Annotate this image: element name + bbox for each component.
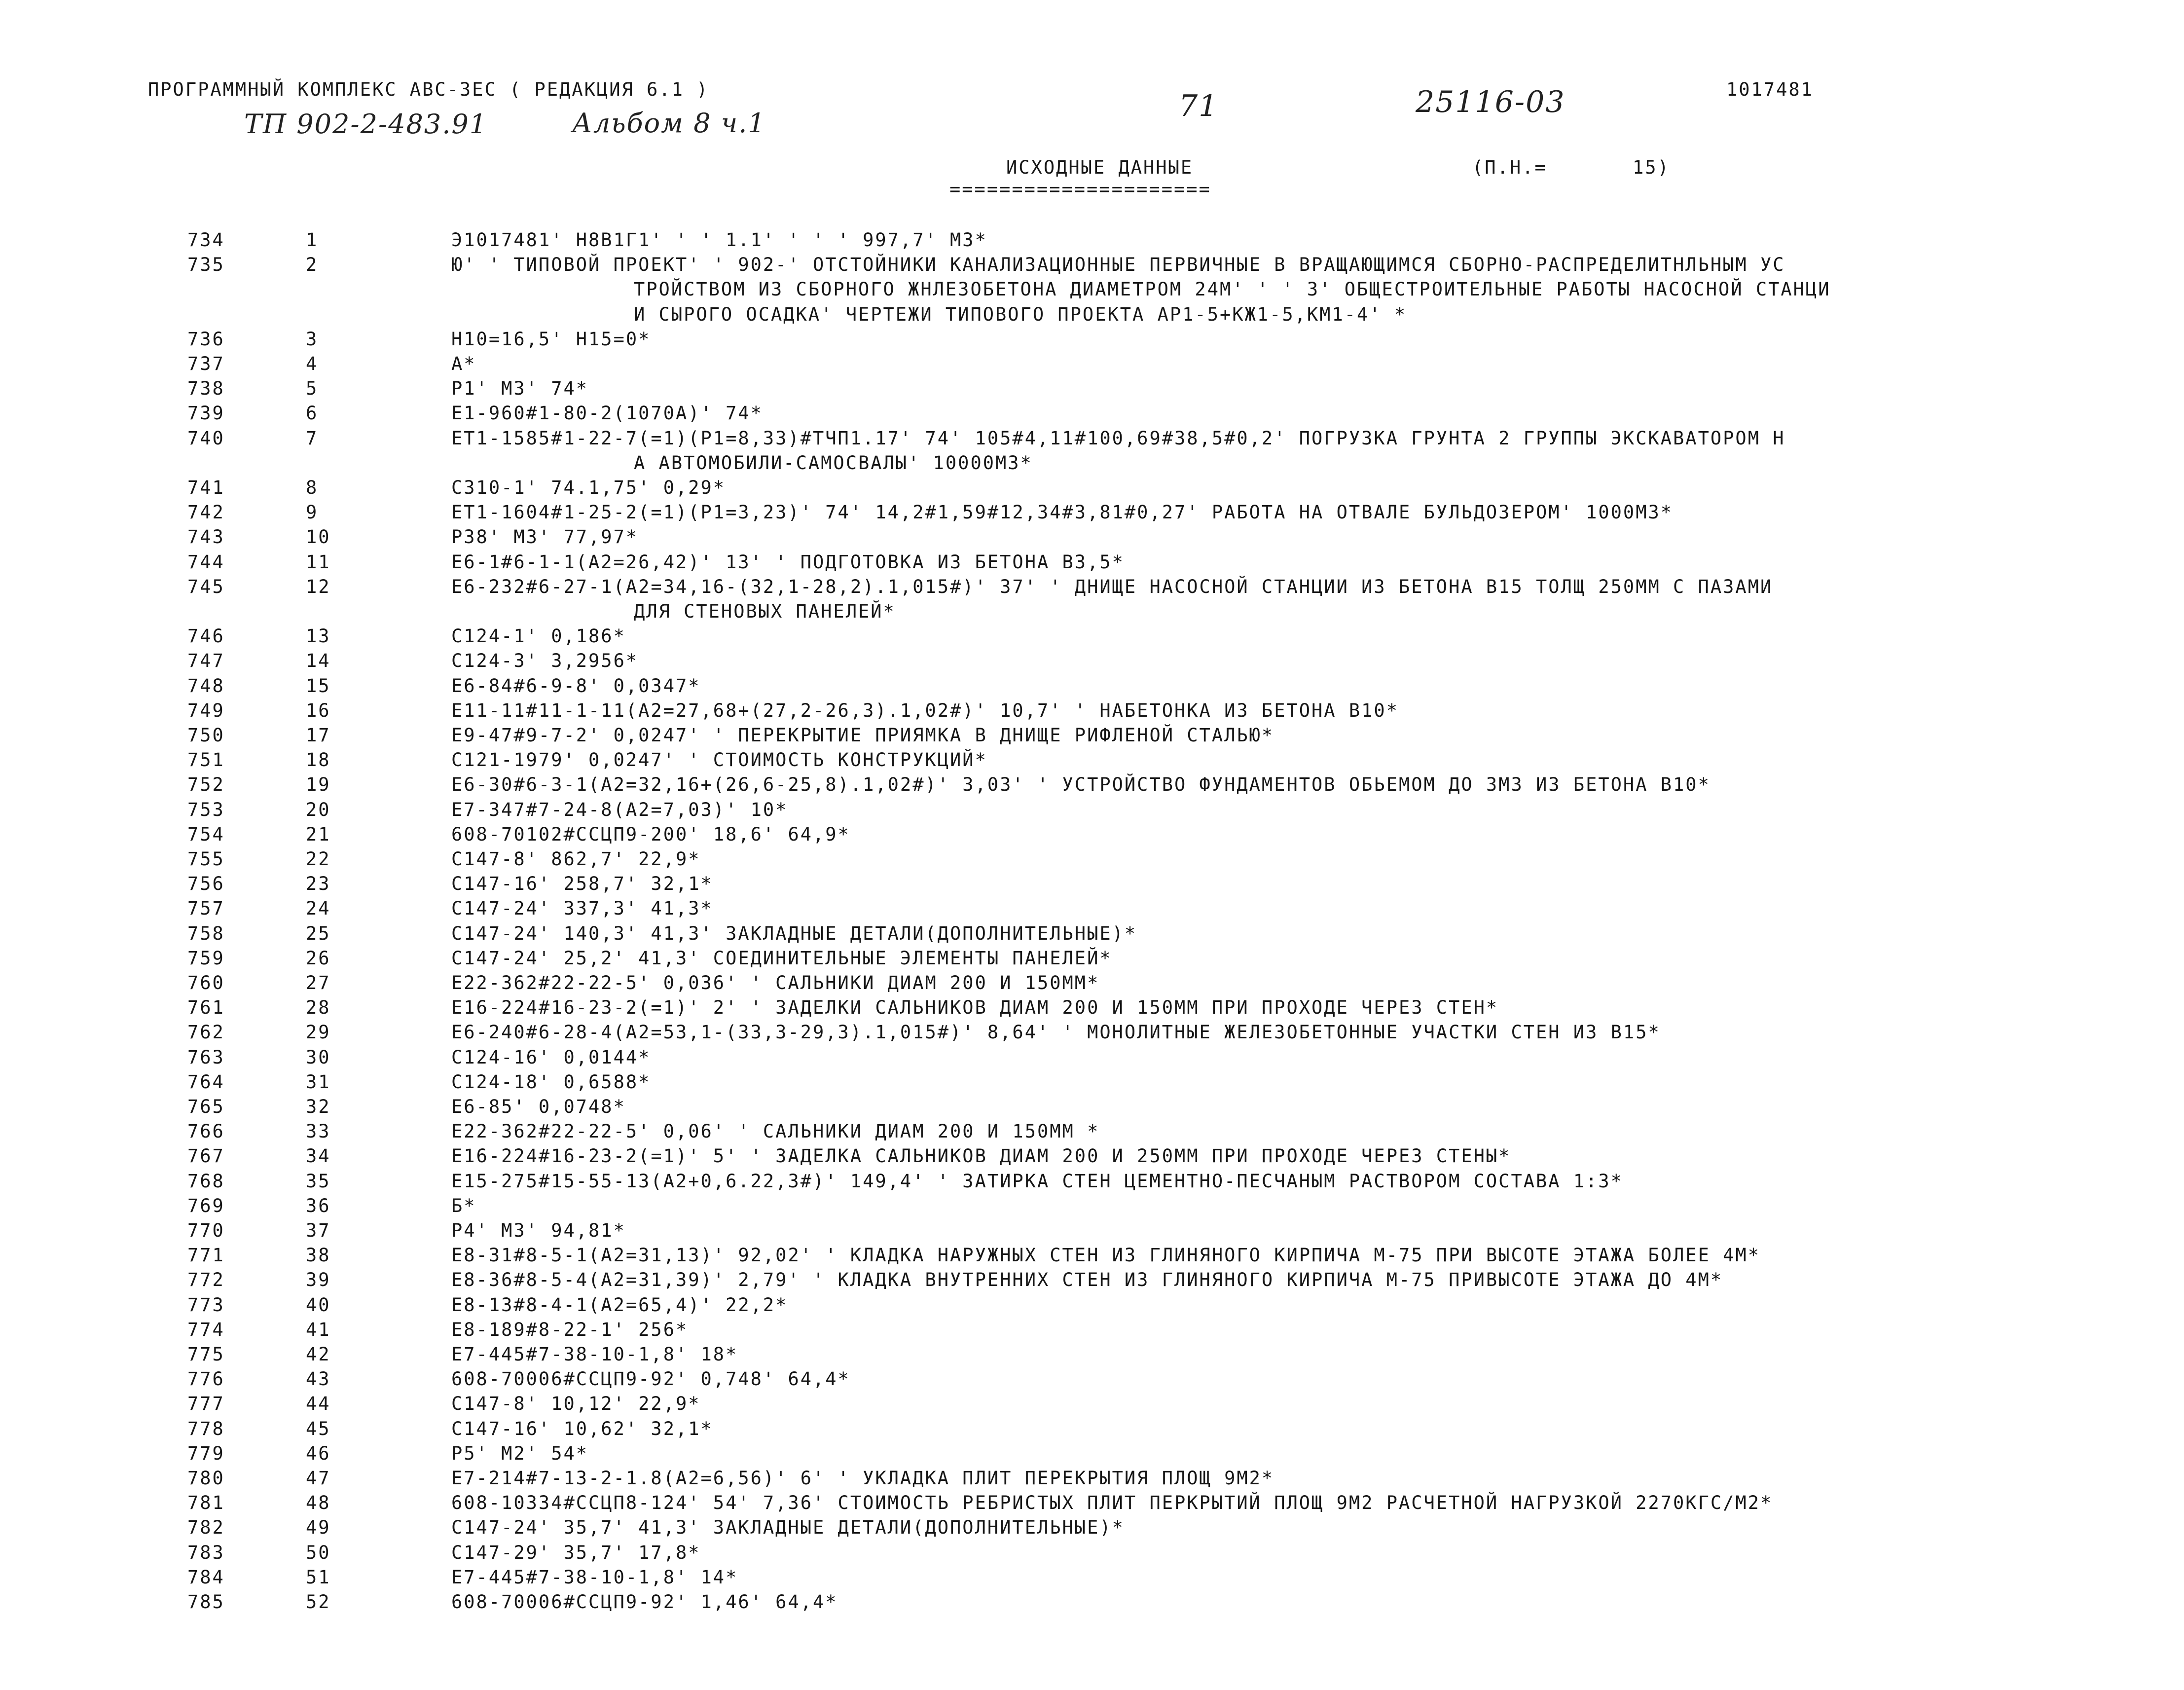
line-number: 770 — [187, 1220, 225, 1241]
sequence-number: 30 — [306, 1046, 331, 1068]
listing-row — [0, 1220, 2184, 1245]
listing-row — [0, 824, 2184, 848]
sequence-number: 44 — [306, 1393, 331, 1415]
sequence-number: 24 — [306, 898, 331, 919]
record-text-continuation: ДЛЯ СТЕНОВЫХ ПАНЕЛЕЙ* — [634, 601, 896, 622]
handwritten-sheet-number: 71 — [1179, 89, 1219, 123]
line-number: 781 — [187, 1492, 225, 1514]
handwritten-tp-number: ТП 902-2-483.91 — [244, 109, 488, 140]
sequence-number: 28 — [306, 997, 331, 1019]
listing-row — [0, 526, 2184, 551]
sequence-number: 4 — [306, 353, 319, 374]
listing-row — [0, 1368, 2184, 1393]
line-number: 784 — [187, 1566, 225, 1588]
sequence-number: 26 — [306, 947, 331, 969]
listing-row — [0, 254, 2184, 279]
line-number: 734 — [187, 229, 225, 251]
record-text: Б* — [451, 1195, 476, 1216]
line-number: 743 — [187, 526, 225, 548]
sequence-number: 41 — [306, 1319, 331, 1340]
listing-row — [0, 675, 2184, 700]
record-text: Ю' ' ТИПОВОЙ ПРОЕКТ' ' 902-' ОТСТОЙНИКИ КАНАЛИЗАЦИОННЫЕ ПЕРВИЧНЫЕ В ВРАЩАЮЩИМСЯ СБОРНО-РАСПРЕДЕЛИТНЛЬНЫМ УС — [451, 254, 1785, 276]
sequence-number: 5 — [306, 378, 319, 400]
sequence-number: 38 — [306, 1245, 331, 1266]
sequence-number: 16 — [306, 699, 331, 721]
line-number: 735 — [187, 254, 225, 276]
record-text-continuation: И СЫРОГО ОСАДКА' ЧЕРТЕЖИ ТИПОВОГО ПРОЕКТА АР1-5+КЖ1-5,КМ1-4' * — [634, 303, 1407, 325]
record-text: Е6-240#6-28-4(А2=53,1-(33,3-29,3).1,015#)' 8,64' ' МОНОЛИТНЫЕ ЖЕЛЕЗОБЕТОННЫЕ УЧАСТКИ СТЕН ИЗ В15* — [451, 1022, 1661, 1043]
record-text: С147-16' 10,62' 32,1* — [451, 1418, 713, 1439]
page-number-value: 15) — [1633, 157, 1670, 178]
line-number: 773 — [187, 1294, 225, 1316]
line-number: 754 — [187, 823, 225, 845]
line-number: 736 — [187, 328, 225, 350]
sequence-number: 48 — [306, 1492, 331, 1514]
listing-row — [0, 1517, 2184, 1542]
sequence-number: 2 — [306, 254, 319, 276]
listing-row — [0, 1443, 2184, 1468]
sequence-number: 49 — [306, 1517, 331, 1539]
sequence-number: 14 — [306, 650, 331, 672]
record-text: Е1-960#1-80-2(1070А)' 74* — [451, 403, 763, 424]
line-number: 780 — [187, 1468, 225, 1489]
line-number: 779 — [187, 1442, 225, 1464]
line-number: 756 — [187, 873, 225, 895]
listing-row — [0, 1195, 2184, 1220]
listing-row-continuation — [0, 304, 2184, 329]
listing-row — [0, 378, 2184, 403]
listing-row — [0, 403, 2184, 427]
record-text: 608-70102#ССЦП9-200' 18,6' 64,9* — [451, 823, 850, 845]
record-text: С147-24' 337,3' 41,3* — [451, 898, 713, 919]
record-text: Е11-11#11-1-11(А2=27,68+(27,2-26,3).1,02#)' 10,7' ' НАБЕТОНКА ИЗ БЕТОНА В10* — [451, 699, 1399, 721]
listing-row — [0, 576, 2184, 601]
record-text: Е6-1#6-1-1(А2=26,42)' 13' ' ПОДГОТОВКА ИЗ БЕТОНА В3,5* — [451, 551, 1125, 573]
sequence-number: 39 — [306, 1269, 331, 1291]
listing-row-continuation — [0, 601, 2184, 625]
line-number: 749 — [187, 699, 225, 721]
record-text-continuation: А АВТОМОБИЛИ-САМОСВАЛЫ' 10000М3* — [634, 452, 1033, 474]
line-number: 785 — [187, 1591, 225, 1613]
sequence-number: 33 — [306, 1121, 331, 1142]
record-text: 608-70006#ССЦП9-92' 1,46' 64,4* — [451, 1591, 838, 1613]
record-text: Е7-214#7-13-2-1.8(А2=6,56)' 6' ' УКЛАДКА ПЛИТ ПЕРЕКРЫТИЯ ПЛОЩ 9М2* — [451, 1468, 1274, 1489]
listing-row — [0, 848, 2184, 873]
record-text: Е7-347#7-24-8(А2=7,03)' 10* — [451, 799, 788, 820]
listing-row — [0, 502, 2184, 526]
line-number: 772 — [187, 1269, 225, 1291]
record-text: Р4' М3' 94,81* — [451, 1220, 626, 1241]
line-number: 761 — [187, 997, 225, 1019]
sequence-number: 22 — [306, 848, 331, 870]
sequence-number: 6 — [306, 403, 319, 424]
listing-row — [0, 1171, 2184, 1195]
line-number: 768 — [187, 1170, 225, 1192]
line-number: 774 — [187, 1319, 225, 1340]
document-number: 1017481 — [1726, 79, 1814, 100]
record-text: С310-1' 74.1,75' 0,29* — [451, 477, 726, 498]
record-text: С121-1979' 0,0247' ' СТОИМОСТЬ КОНСТРУКЦИЙ* — [451, 749, 987, 771]
sequence-number: 51 — [306, 1566, 331, 1588]
listing-row — [0, 477, 2184, 502]
section-title-underline: ===================== — [949, 179, 1211, 200]
record-text: Р5' М2' 54* — [451, 1442, 589, 1464]
line-number: 751 — [187, 749, 225, 771]
sequence-number: 11 — [306, 551, 331, 573]
listing-row — [0, 1047, 2184, 1071]
listing-row — [0, 353, 2184, 378]
listing-row — [0, 1319, 2184, 1344]
listing-row-continuation — [0, 452, 2184, 477]
listing-row — [0, 428, 2184, 452]
listing-row — [0, 1591, 2184, 1616]
line-number: 766 — [187, 1121, 225, 1142]
line-number: 747 — [187, 650, 225, 672]
handwritten-album: Альбом 8 ч.1 — [572, 108, 766, 139]
listing-row — [0, 725, 2184, 749]
record-text: Е22-362#22-22-5' 0,036' ' САЛЬНИКИ ДИАМ 200 И 150ММ* — [451, 972, 1100, 993]
sequence-number: 20 — [306, 799, 331, 820]
sequence-number: 12 — [306, 576, 331, 597]
listing-row — [0, 625, 2184, 650]
sequence-number: 10 — [306, 526, 331, 548]
sequence-number: 18 — [306, 749, 331, 771]
line-number: 739 — [187, 403, 225, 424]
listing-row — [0, 972, 2184, 997]
line-number: 767 — [187, 1145, 225, 1167]
line-number: 763 — [187, 1046, 225, 1068]
sequence-number: 17 — [306, 725, 331, 746]
sequence-number: 29 — [306, 1022, 331, 1043]
sequence-number: 27 — [306, 972, 331, 993]
line-number: 745 — [187, 576, 225, 597]
line-number: 783 — [187, 1542, 225, 1563]
listing-row — [0, 1393, 2184, 1418]
record-text: С147-24' 140,3' 41,3' ЗАКЛАДНЫЕ ДЕТАЛИ(ДОПОЛНИТЕЛЬНЫЕ)* — [451, 922, 1137, 944]
record-text: С124-3' 3,2956* — [451, 650, 639, 672]
listing-row — [0, 799, 2184, 824]
line-number: 764 — [187, 1071, 225, 1093]
listing-row — [0, 1121, 2184, 1145]
sequence-number: 42 — [306, 1344, 331, 1365]
line-number: 757 — [187, 898, 225, 919]
line-number: 775 — [187, 1344, 225, 1365]
record-text: Е6-30#6-3-1(А2=32,16+(26,6-25,8).1,02#)' 3,03' ' УСТРОЙСТВО ФУНДАМЕНТОВ ОБЬЕМОМ ДО 3М3 ИЗ БЕТОНА В10* — [451, 774, 1711, 796]
page-number-label: (П.Н.= — [1472, 157, 1547, 178]
line-number: 777 — [187, 1393, 225, 1415]
listing-row — [0, 329, 2184, 353]
listing-row — [0, 1542, 2184, 1567]
sequence-number: 15 — [306, 675, 331, 697]
listing-row — [0, 1418, 2184, 1443]
record-text: Р1' М3' 74* — [451, 378, 589, 400]
record-text: Е8-31#8-5-1(А2=31,13)' 92,02' ' КЛАДКА НАРУЖНЫХ СТЕН ИЗ ГЛИНЯНОГО КИРПИЧА М-75 ПРИ ВЫСОТЕ ЭТАЖА БОЛЕЕ 4М* — [451, 1245, 1760, 1266]
listing-row — [0, 749, 2184, 774]
record-text: С124-18' 0,6588* — [451, 1071, 651, 1093]
sequence-number: 23 — [306, 873, 331, 895]
line-number: 753 — [187, 799, 225, 820]
record-text: С147-8' 10,12' 22,9* — [451, 1393, 701, 1415]
record-text: Е7-445#7-38-10-1,8' 18* — [451, 1344, 738, 1365]
record-text: Е16-224#16-23-2(=1)' 5' ' ЗАДЕЛКА САЛЬНИКОВ ДИАМ 200 И 250ММ ПРИ ПРОХОДЕ ЧЕРЕЗ СТЕНЫ* — [451, 1145, 1511, 1167]
listing-row — [0, 1245, 2184, 1269]
sequence-number: 34 — [306, 1145, 331, 1167]
sequence-number: 21 — [306, 823, 331, 845]
record-text: Е8-13#8-4-1(А2=65,4)' 22,2* — [451, 1294, 788, 1316]
sequence-number: 52 — [306, 1591, 331, 1613]
program-header: ПРОГРАММНЫЙ КОМПЛЕКС АВС-3ЕС ( РЕДАКЦИЯ 6.1 ) — [148, 79, 709, 100]
record-text-continuation: ТРОЙСТВОМ ИЗ СБОРНОГО ЖНЛЕЗОБЕТОНА ДИАМЕТРОМ 24М' ' ' 3' ОБЩЕСТРОИТЕЛЬНЫЕ РАБОТЫ НАСОСНОЙ СТАНЦИ — [634, 279, 1831, 300]
listing-row — [0, 1344, 2184, 1368]
listing-row — [0, 923, 2184, 948]
line-number: 741 — [187, 477, 225, 498]
line-number: 760 — [187, 972, 225, 993]
listing-row — [0, 700, 2184, 725]
section-title: ИСХОДНЫЕ ДАННЫЕ — [1006, 157, 1194, 178]
listing-row — [0, 1294, 2184, 1319]
sequence-number: 40 — [306, 1294, 331, 1316]
record-text: С147-24' 25,2' 41,3' СОЕДИНИТЕЛЬНЫЕ ЭЛЕМЕНТЫ ПАНЕЛЕЙ* — [451, 947, 1112, 969]
line-number: 758 — [187, 922, 225, 944]
sequence-number: 8 — [306, 477, 319, 498]
record-text: С124-1' 0,186* — [451, 625, 626, 647]
line-number: 744 — [187, 551, 225, 573]
line-number: 748 — [187, 675, 225, 697]
line-number: 776 — [187, 1368, 225, 1390]
record-text: С124-16' 0,0144* — [451, 1046, 651, 1068]
sequence-number: 45 — [306, 1418, 331, 1439]
data-listing — [0, 222, 2184, 1653]
record-text: Э1017481' Н8В1Г1' ' ' 1.1' ' ' ' 997,7' М3* — [451, 229, 987, 251]
record-text: Е6-85' 0,0748* — [451, 1096, 626, 1117]
listing-row — [0, 873, 2184, 898]
handwritten-code: 25116-03 — [1416, 85, 1565, 119]
sequence-number: 19 — [306, 774, 331, 796]
sequence-number: 47 — [306, 1468, 331, 1489]
record-text: Е6-84#6-9-8' 0,0347* — [451, 675, 701, 697]
record-text: Е7-445#7-38-10-1,8' 14* — [451, 1566, 738, 1588]
sequence-number: 1 — [306, 229, 319, 251]
listing-row — [0, 229, 2184, 254]
listing-row — [0, 997, 2184, 1022]
sequence-number: 50 — [306, 1542, 331, 1563]
sequence-number: 36 — [306, 1195, 331, 1216]
record-text: Е8-36#8-5-4(А2=31,39)' 2,79' ' КЛАДКА ВНУТРЕННИХ СТЕН ИЗ ГЛИНЯНОГО КИРПИЧА М-75 ПРИВЫСОТЕ ЭТАЖА ДО 4М* — [451, 1269, 1723, 1291]
listing-row — [0, 551, 2184, 576]
sequence-number: 46 — [306, 1442, 331, 1464]
listing-row-continuation — [0, 279, 2184, 303]
listing-row — [0, 1022, 2184, 1046]
record-text: Н10=16,5' Н15=0* — [451, 328, 651, 350]
line-number: 738 — [187, 378, 225, 400]
line-number: 778 — [187, 1418, 225, 1439]
sequence-number: 25 — [306, 922, 331, 944]
line-number: 752 — [187, 774, 225, 796]
sequence-number: 13 — [306, 625, 331, 647]
record-text: Е6-232#6-27-1(А2=34,16-(32,1-28,2).1,015#)' 37' ' ДНИЩЕ НАСОСНОЙ СТАНЦИИ ИЗ БЕТОНА В15 ТОЛЩ 250ММ С ПАЗАМИ — [451, 576, 1773, 597]
listing-row — [0, 898, 2184, 922]
record-text: 608-10334#ССЦП8-124' 54' 7,36' СТОИМОСТЬ РЕБРИСТЫХ ПЛИТ ПЕРКРЫТИЙ ПЛОЩ 9М2 РАСЧЕТНОЙ НАГРУЗКОЙ 2270КГС/М2* — [451, 1492, 1773, 1514]
sequence-number: 37 — [306, 1220, 331, 1241]
record-text: Е8-189#8-22-1' 256* — [451, 1319, 689, 1340]
record-text: Е15-275#15-55-13(А2+0,6.22,3#)' 149,4' ' ЗАТИРКА СТЕН ЦЕМЕНТНО-ПЕСЧАНЫМ РАСТВОРОМ СОСТАВА 1:3* — [451, 1170, 1623, 1192]
record-text: 608-70006#ССЦП9-92' 0,748' 64,4* — [451, 1368, 850, 1390]
sequence-number: 35 — [306, 1170, 331, 1192]
line-number: 771 — [187, 1245, 225, 1266]
record-text: Е9-47#9-7-2' 0,0247' ' ПЕРЕКРЫТИЕ ПРИЯМКА В ДНИЩЕ РИФЛЕНОЙ СТАЛЬЮ* — [451, 725, 1274, 746]
line-number: 742 — [187, 502, 225, 523]
line-number: 737 — [187, 353, 225, 374]
line-number: 740 — [187, 427, 225, 449]
sequence-number: 32 — [306, 1096, 331, 1117]
listing-row — [0, 774, 2184, 799]
sequence-number: 31 — [306, 1071, 331, 1093]
listing-row — [0, 1145, 2184, 1170]
listing-row — [0, 1096, 2184, 1121]
sequence-number: 43 — [306, 1368, 331, 1390]
listing-row — [0, 1567, 2184, 1591]
line-number: 769 — [187, 1195, 225, 1216]
sequence-number: 7 — [306, 427, 319, 449]
record-text: С147-24' 35,7' 41,3' ЗАКЛАДНЫЕ ДЕТАЛИ(ДОПОЛНИТЕЛЬНЫЕ)* — [451, 1517, 1125, 1539]
record-text: С147-8' 862,7' 22,9* — [451, 848, 701, 870]
listing-row — [0, 1492, 2184, 1517]
line-number: 782 — [187, 1517, 225, 1539]
sequence-number: 3 — [306, 328, 319, 350]
record-text: С147-16' 258,7' 32,1* — [451, 873, 713, 895]
line-number: 750 — [187, 725, 225, 746]
listing-row — [0, 1269, 2184, 1294]
listing-row — [0, 948, 2184, 972]
sequence-number: 9 — [306, 502, 319, 523]
line-number: 759 — [187, 947, 225, 969]
record-text: А* — [451, 353, 476, 374]
line-number: 765 — [187, 1096, 225, 1117]
line-number: 755 — [187, 848, 225, 870]
line-number: 746 — [187, 625, 225, 647]
record-text: С147-29' 35,7' 17,8* — [451, 1542, 701, 1563]
listing-row — [0, 650, 2184, 675]
listing-row — [0, 1468, 2184, 1492]
record-text: Р38' М3' 77,97* — [451, 526, 639, 548]
line-number: 762 — [187, 1022, 225, 1043]
record-text: Е22-362#22-22-5' 0,06' ' САЛЬНИКИ ДИАМ 200 И 150ММ * — [451, 1121, 1100, 1142]
record-text: ЕТ1-1604#1-25-2(=1)(Р1=3,23)' 74' 14,2#1,59#12,34#3,81#0,27' РАБОТА НА ОТВАЛЕ БУЛЬДОЗЕРОМ' 1000М3* — [451, 502, 1674, 523]
record-text: ЕТ1-1585#1-22-7(=1)(Р1=8,33)#ТЧП1.17' 74' 105#4,11#100,69#38,5#0,2' ПОГРУЗКА ГРУНТА 2 ГРУППЫ ЭКСКАВАТОРОМ Н — [451, 427, 1785, 449]
record-text: Е16-224#16-23-2(=1)' 2' ' ЗАДЕЛКИ САЛЬНИКОВ ДИАМ 200 И 150ММ ПРИ ПРОХОДЕ ЧЕРЕЗ СТЕН* — [451, 997, 1499, 1019]
listing-row — [0, 1071, 2184, 1096]
